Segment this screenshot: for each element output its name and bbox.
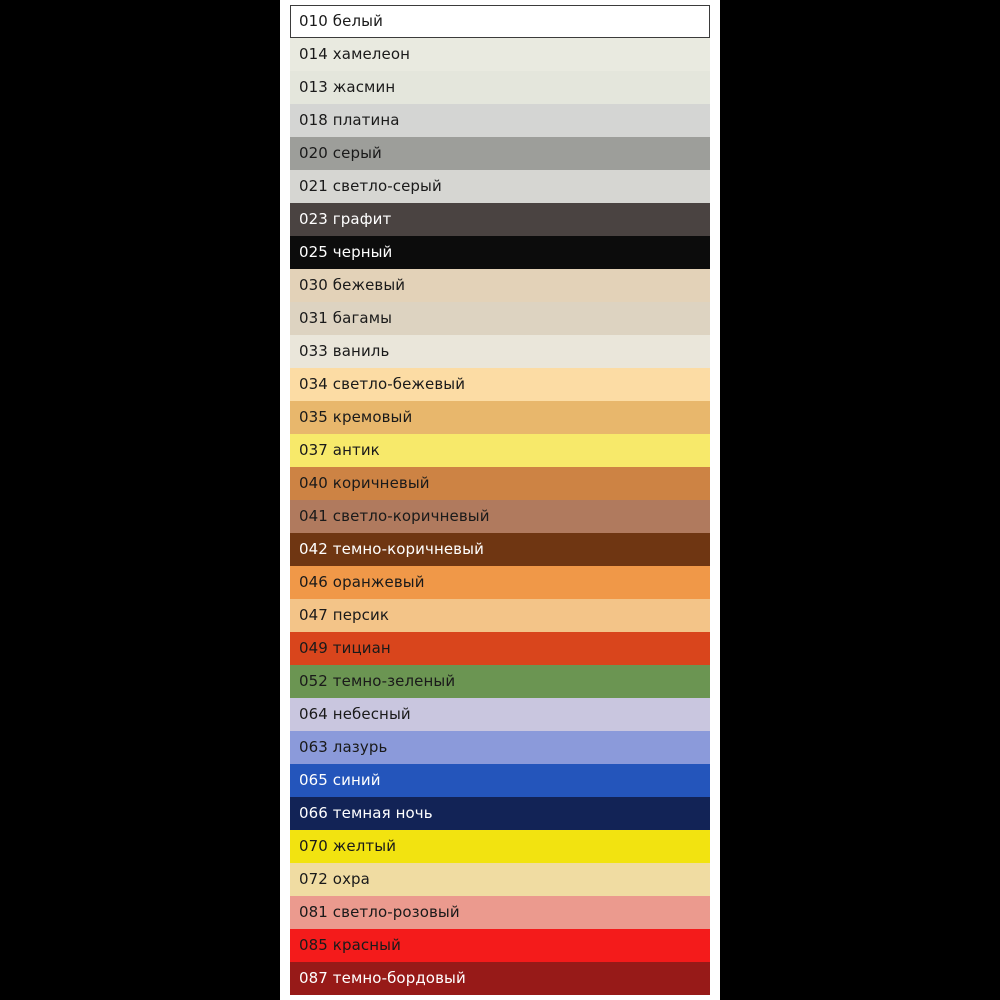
color-option-label: 037 антик xyxy=(299,441,380,459)
color-option-label: 013 жасмин xyxy=(299,78,396,96)
color-option-042[interactable] xyxy=(290,533,710,566)
color-option-072[interactable] xyxy=(290,863,710,896)
color-option-label: 066 темная ночь xyxy=(299,804,433,822)
color-option-025[interactable] xyxy=(290,236,710,269)
color-option-label: 014 хамелеон xyxy=(299,45,411,63)
color-option-label: 041 светло-коричневый xyxy=(299,507,490,525)
color-option-label: 030 бежевый xyxy=(299,276,406,294)
color-option-010[interactable] xyxy=(290,5,710,38)
color-option-070[interactable] xyxy=(290,830,710,863)
color-option-label: 085 красный xyxy=(299,936,401,954)
color-option-label: 063 лазурь xyxy=(299,738,388,756)
color-option-020[interactable] xyxy=(290,137,710,170)
color-option-013[interactable] xyxy=(290,71,710,104)
color-option-040[interactable] xyxy=(290,467,710,500)
color-option-label: 025 черный xyxy=(299,243,393,261)
color-option-label: 081 светло-розовый xyxy=(299,903,460,921)
color-option-033[interactable] xyxy=(290,335,710,368)
color-option-label: 049 тициан xyxy=(299,639,391,657)
color-option-021[interactable] xyxy=(290,170,710,203)
color-option-023[interactable] xyxy=(290,203,710,236)
color-option-081[interactable] xyxy=(290,896,710,929)
color-option-label: 031 багамы xyxy=(299,309,393,327)
color-option-085[interactable] xyxy=(290,929,710,962)
color-option-label: 035 кремовый xyxy=(299,408,413,426)
color-option-037[interactable] xyxy=(290,434,710,467)
color-option-066[interactable] xyxy=(290,797,710,830)
color-option-label: 047 персик xyxy=(299,606,390,624)
color-option-063[interactable] xyxy=(290,731,710,764)
color-option-035[interactable] xyxy=(290,401,710,434)
color-option-047[interactable] xyxy=(290,599,710,632)
color-option-030[interactable] xyxy=(290,269,710,302)
color-option-label: 070 желтый xyxy=(299,837,397,855)
color-option-label: 072 охра xyxy=(299,870,370,888)
color-option-label: 034 светло-бежевый xyxy=(299,375,466,393)
color-option-052[interactable] xyxy=(290,665,710,698)
color-option-034[interactable] xyxy=(290,368,710,401)
color-option-031[interactable] xyxy=(290,302,710,335)
color-option-087[interactable] xyxy=(290,962,710,995)
color-option-label: 052 темно-зеленый xyxy=(299,672,456,690)
color-option-label: 018 платина xyxy=(299,111,400,129)
color-option-label: 065 синий xyxy=(299,771,381,789)
color-option-label: 021 светло-серый xyxy=(299,177,442,195)
color-option-label: 023 графит xyxy=(299,210,392,228)
color-option-label: 087 темно-бордовый xyxy=(299,969,466,987)
color-option-label: 064 небесный xyxy=(299,705,411,723)
color-picker-panel xyxy=(280,0,720,1000)
color-option-041[interactable] xyxy=(290,500,710,533)
color-option-label: 010 белый xyxy=(299,12,383,30)
color-option-label: 020 серый xyxy=(299,144,382,162)
color-option-label: 040 коричневый xyxy=(299,474,430,492)
color-option-049[interactable] xyxy=(290,632,710,665)
color-option-018[interactable] xyxy=(290,104,710,137)
color-swatch-list[interactable] xyxy=(290,5,710,995)
color-option-046[interactable] xyxy=(290,566,710,599)
color-option-label: 033 ваниль xyxy=(299,342,390,360)
color-option-064[interactable] xyxy=(290,698,710,731)
color-option-label: 042 темно-коричневый xyxy=(299,540,484,558)
color-option-014[interactable] xyxy=(290,38,710,71)
color-option-label: 046 оранжевый xyxy=(299,573,425,591)
color-option-065[interactable] xyxy=(290,764,710,797)
